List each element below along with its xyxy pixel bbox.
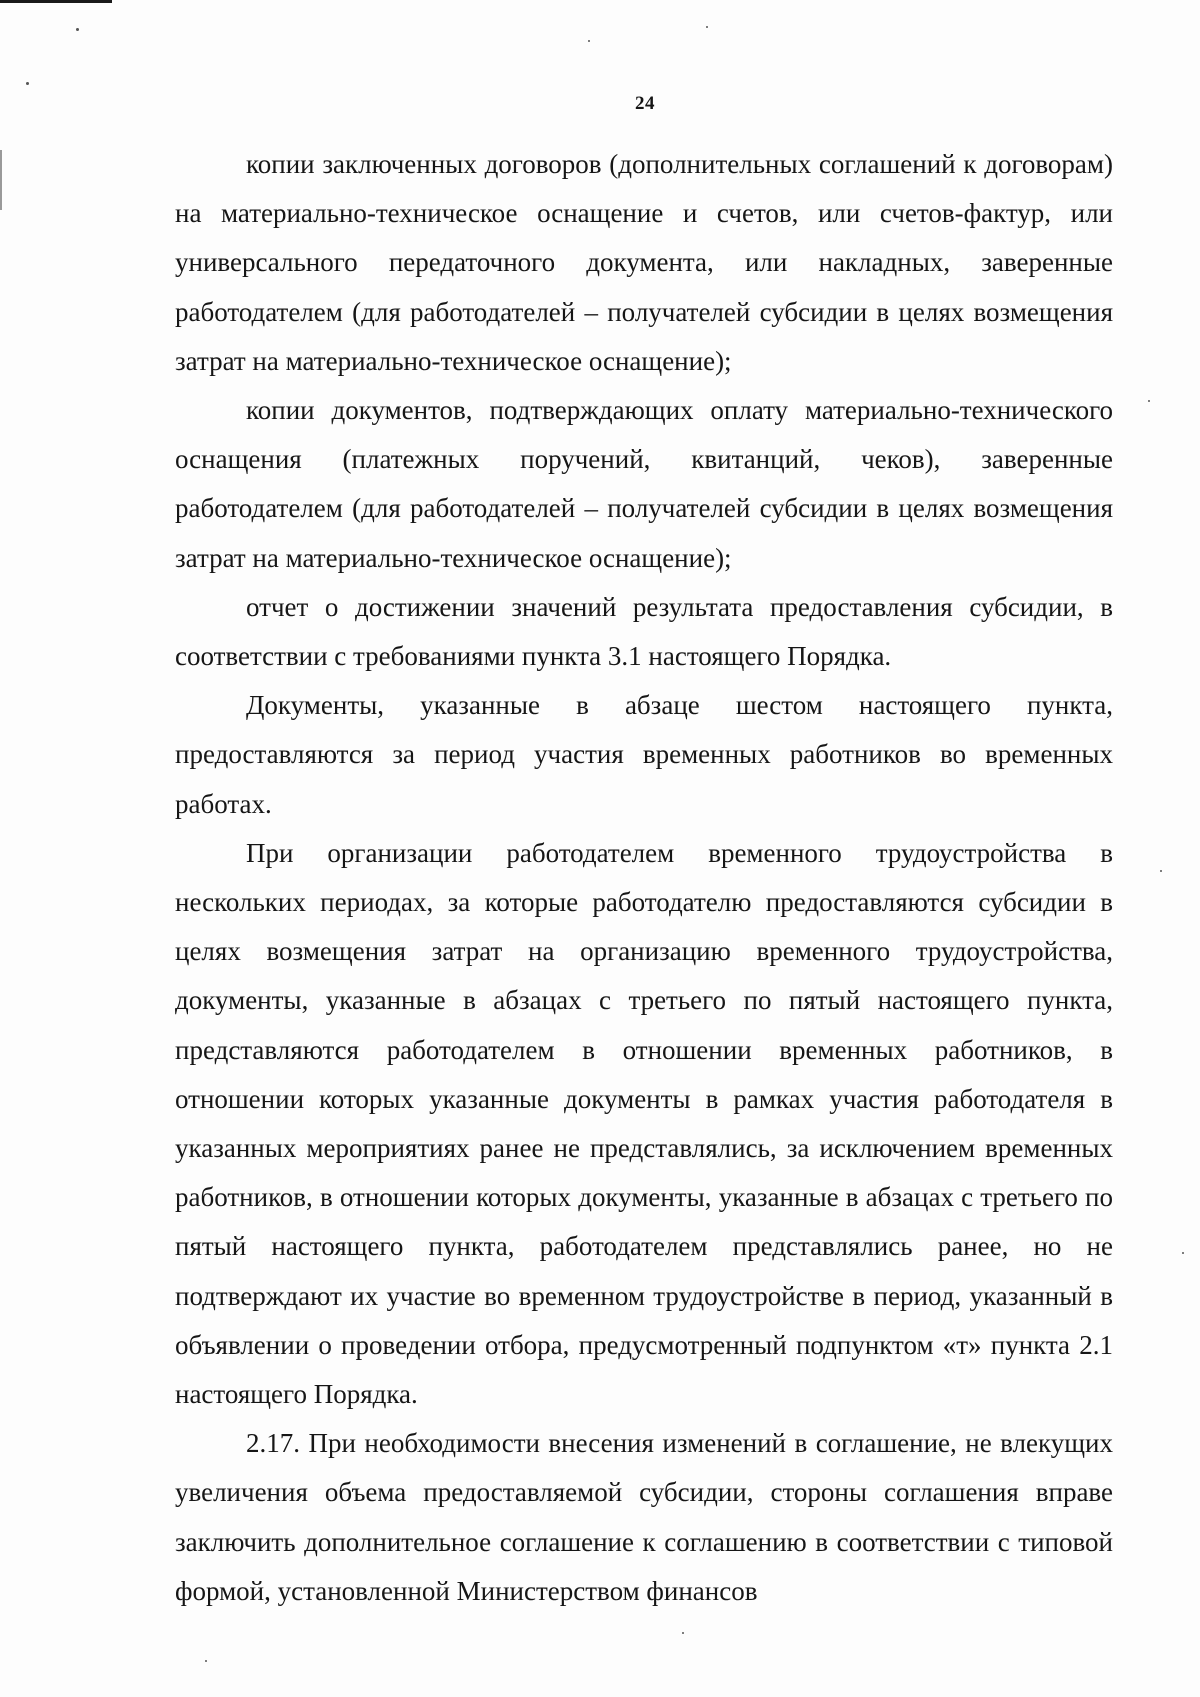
paragraph-multiple-periods: При организации работодателем временного трудоустройства в нескольких периодах, за которые работодателю предоставляются субсидии в целях возмещения затрат на организацию временного трудоустройства, документы, указанные в абзацах с третьего по пятый настоящего пункта, представляются работодателем в отношении временных работников, в отношении которых указанные документы в рамках участия работодателя в указанных мероприятиях ранее не представлялись, за исключением временных работников, в отношении которых документы, указанные в абзацах с третьего по пятый настоящего пункта, работодателем представлялись ранее, но не подтверждают их участие во временном трудоустройстве в период, указанный в объявлении о проведении отбора, предусмотренный подпунктом «т» пункта 2.1 настоящего Порядка. [175, 837, 1113, 1410]
paragraph-payment-copies: копии документов, подтверждающих оплату материально-технического оснащения (платежных поручений, квитанций, чеков), заверенные работодателем (для работодателей – получателей субсидии в целях возмещения затрат на материально-техническое оснащение); [175, 395, 1113, 573]
scan-speck [682, 1632, 684, 1634]
scan-edge-mark [0, 150, 2, 210]
paragraph-result-report: отчет о достижении значений результата предоставления субсидии, в соответствии с требованиями пункта 3.1 настоящего Порядка. [175, 591, 1113, 672]
paragraph-contract-copies: копии заключенных договоров (дополнительных соглашений к договорам) на материально-техническое оснащение и счетов, или счетов-фактур, или универсального передаточного документа, или накладных, заверенные работодателем (для работодателей – получателей субсидии в целях возмещения затрат на материально-техническое оснащение); [175, 149, 1113, 376]
scan-speck [588, 40, 590, 42]
page-number: 24 [635, 93, 655, 114]
paragraph-documents-period: Документы, указанные в абзаце шестом настоящего пункта, предоставляются за период участия временных работников во временных работах. [175, 690, 1113, 819]
scan-speck [1182, 1252, 1184, 1254]
scan-speck [76, 28, 79, 31]
scan-speck [205, 1660, 207, 1662]
scan-corner-mark [0, 0, 112, 3]
scan-speck [1148, 400, 1150, 402]
scan-speck [1160, 870, 1162, 872]
paragraph-2-17-amendments: 2.17. При необходимости внесения изменений в соглашение, не влекущих увеличения объема предоставляемой субсидии, стороны соглашения вправе заключить дополнительное соглашение к соглашению в соответствии с типовой формой, установленной Министерством финансов [175, 1428, 1113, 1606]
document-body [175, 140, 1113, 1616]
scan-speck [26, 82, 29, 85]
scan-speck [706, 26, 708, 28]
